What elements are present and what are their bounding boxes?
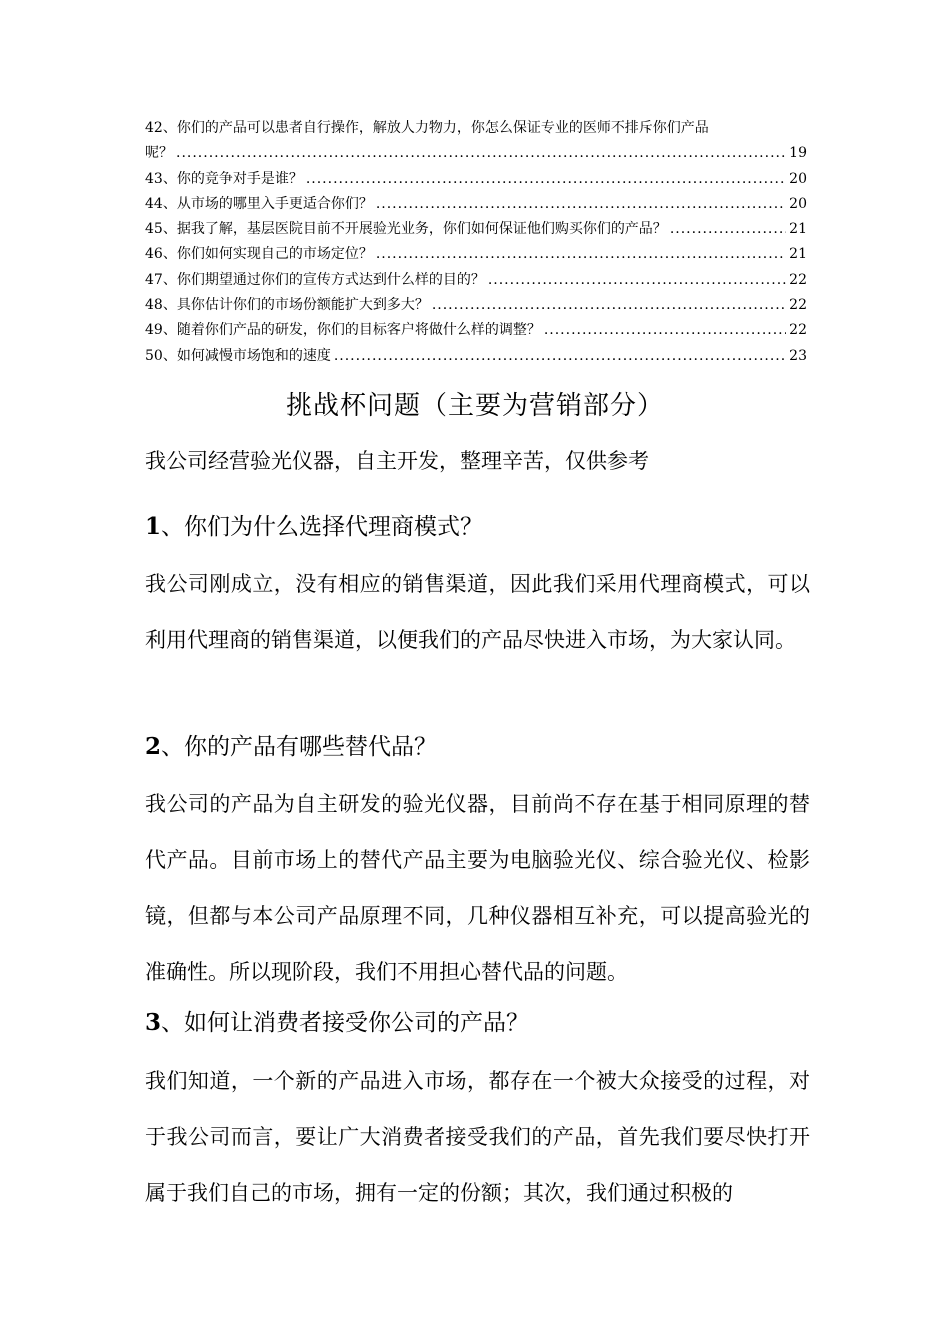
toc-leader-dots	[432, 293, 786, 318]
question-number: 3	[145, 1009, 162, 1036]
toc-entry-46[interactable]	[145, 242, 807, 267]
toc-leader-dots	[306, 167, 786, 192]
document-intro: 我公司经营验光仪器，自主开发，整理辛苦，仅供参考	[145, 449, 649, 473]
toc-entry-text: 49、随着你们产品的研发，你们的目标客户将做什么样的调整？	[145, 322, 541, 339]
question-number: 2	[145, 733, 162, 760]
toc-leader-dots	[376, 192, 786, 217]
toc-page-number: 20	[789, 170, 807, 187]
toc-entry-text: 43、你的竞争对手是谁？	[145, 170, 303, 187]
toc-entry-42-line1[interactable]	[145, 116, 807, 141]
toc-entry-text: 44、从市场的哪里入手更适合你们？	[145, 195, 373, 212]
toc-entry-48[interactable]	[145, 293, 807, 318]
toc-entry-50[interactable]	[145, 344, 807, 369]
question-number: 1	[145, 513, 162, 540]
toc-leader-dots	[376, 242, 786, 267]
toc-page-number: 21	[789, 221, 807, 238]
toc-page-number: 22	[789, 322, 807, 339]
toc-leader-dots	[488, 268, 786, 293]
document-title: 挑战杯问题（主要为营销部分）	[285, 391, 664, 421]
toc-leader-dots	[334, 344, 786, 369]
toc-leader-dots	[670, 217, 786, 242]
question-heading-1	[145, 507, 483, 547]
toc-entry-43[interactable]	[145, 167, 807, 192]
toc-entry-47[interactable]	[145, 268, 807, 293]
answer-paragraph-2: 我公司的产品为自主研发的验光仪器，目前尚不存在基于相同原理的替代产品。目前市场上的替代产品主要为电脑验光仪、综合验光仪、检影镜，但都与本公司产品原理不同，几种仪器相互补充，可以提高验光的准确性。所以现阶段，我们不用担心替代品的问题。	[145, 792, 810, 984]
question-text: 、你们为什么选择代理商模式？	[161, 514, 484, 540]
toc-entry-text: 46、你们如何实现自己的市场定位？	[145, 246, 373, 263]
answer-paragraph-3: 我们知道，一个新的产品进入市场，都存在一个被大众接受的过程，对于我公司而言，要让广大消费者接受我们的产品，首先我们要尽快打开属于我们自己的市场，拥有一定的份额；其次，我们通过积极的	[145, 1069, 810, 1205]
toc-page-number: 21	[789, 246, 807, 263]
toc-entry-44[interactable]	[145, 192, 807, 217]
question-heading-3	[145, 1003, 529, 1043]
toc-leader-dots	[544, 318, 786, 343]
toc-page-number: 22	[789, 271, 807, 288]
toc-page-number: 20	[789, 195, 807, 212]
question-heading-2	[145, 727, 437, 767]
toc-entry-text: 47、你们期望通过你们的宣传方式达到什么样的目的？	[145, 271, 485, 288]
toc-page-number: 22	[789, 297, 807, 314]
answer-paragraph-1: 我公司刚成立，没有相应的销售渠道，因此我们采用代理商模式，可以利用代理商的销售渠道，以便我们的产品尽快进入市场，为大家认同。	[145, 572, 810, 652]
toc-entry-text: 42、你们的产品可以患者自行操作，解放人力物力，你怎么保证专业的医师不排斥你们产品	[145, 120, 709, 136]
question-text: 、你的产品有哪些替代品？	[161, 734, 438, 760]
toc-page-number: 23	[789, 347, 807, 364]
toc-leader-dots	[176, 141, 786, 166]
toc-entry-text: 45、据我了解，基层医院目前不开展验光业务，你们如何保证他们购买你们的产品？	[145, 221, 667, 238]
toc-entry-text: 呢？	[145, 145, 173, 162]
toc-entry-text: 50、如何减慢市场饱和的速度	[145, 347, 331, 364]
question-text: 、如何让消费者接受你公司的产品？	[161, 1010, 530, 1036]
toc-entry-text: 48、具你估计你们的市场份额能扩大到多大？	[145, 297, 429, 314]
toc-page-number: 19	[789, 145, 807, 162]
toc-entry-45[interactable]	[145, 217, 807, 242]
table-of-contents	[145, 116, 807, 369]
toc-entry-49[interactable]	[145, 318, 807, 343]
toc-entry-42[interactable]	[145, 141, 807, 166]
